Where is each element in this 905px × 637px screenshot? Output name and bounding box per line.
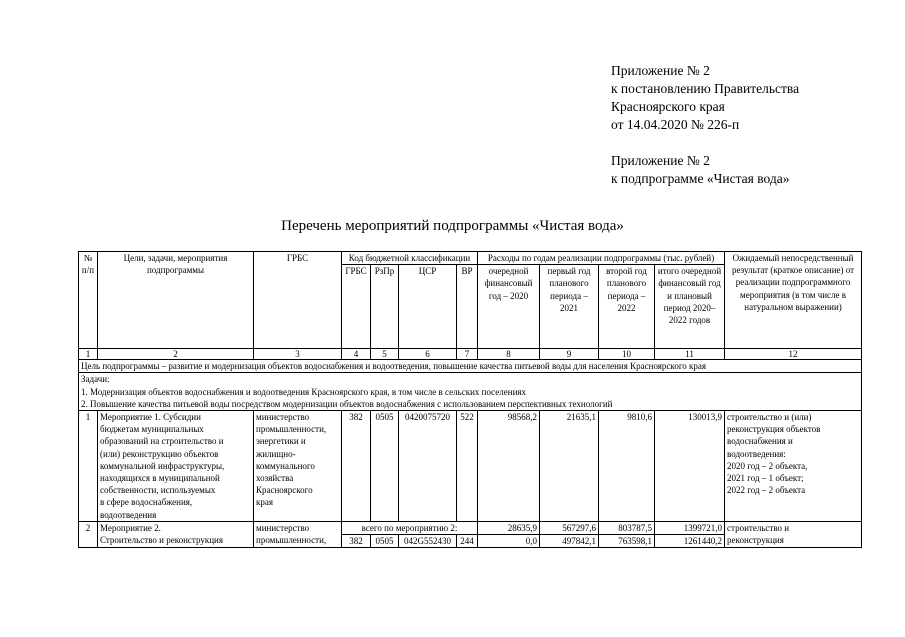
- tasks-row: [79, 373, 862, 411]
- measure-total-label: всего по мероприятию 2:: [342, 521, 478, 534]
- measure-name-line: собственности, используемых: [100, 485, 216, 496]
- result-line: строительство и (или): [727, 412, 812, 423]
- code-csr: 042G552430: [399, 535, 457, 548]
- result-line: 2021 год – 1 объект;: [727, 473, 804, 484]
- goal-text: Цель подпрограммы – развитие и модернизация объектов водоснабжения и водоотведения, повышение качества питьевой воды для населения Красноярского края: [79, 360, 862, 373]
- grbs-line: коммунального: [256, 460, 315, 471]
- subheader-rzpr: РзПр: [371, 265, 399, 349]
- code-vr: 244: [457, 535, 478, 548]
- total-2021: 567297,6: [540, 521, 599, 534]
- expense-2022: 9810,6: [599, 411, 655, 522]
- grbs-line: промышленности,: [256, 424, 327, 435]
- code-vr: 522: [457, 411, 478, 522]
- total-2022: 803787,5: [599, 521, 655, 534]
- document-title: Перечень мероприятий подпрограммы «Чистая вода»: [281, 218, 624, 234]
- column-number: 4: [342, 349, 371, 360]
- measure-result: [725, 521, 862, 547]
- goal-row: [79, 360, 862, 373]
- measure-grbs: [254, 521, 342, 547]
- header-budget-code: Код бюджетной классификации: [342, 252, 478, 265]
- expense-2020: 0,0: [478, 535, 540, 548]
- column-number: 8: [478, 349, 540, 360]
- header-goals: Цели, задачи, мероприятия подпрограммы: [98, 252, 254, 349]
- subheader-total: итого очередной финансовый год и плановый период 2020–2022 годов: [655, 265, 725, 349]
- column-number: 12: [725, 349, 862, 360]
- subheader-2022: второй год планового периода – 2022: [599, 265, 655, 349]
- column-number: 6: [399, 349, 457, 360]
- subheader-2020: очередной финансовый год – 2020: [478, 265, 540, 349]
- measure-name-line: Мероприятие 2.: [100, 522, 161, 533]
- subheader-grbs: ГРБС: [342, 265, 371, 349]
- task-line: 2. Повышение качества питьевой воды посредством модернизации объектов водоснабжения с использованием перспективных технологий: [81, 398, 613, 409]
- expense-2021: 21635,1: [540, 411, 599, 522]
- expense-2020: 98568,2: [478, 411, 540, 522]
- column-number: 9: [540, 349, 599, 360]
- measure-result: [725, 411, 862, 522]
- result-line: 2022 год – 2 объекта: [727, 485, 806, 496]
- measure-name: [98, 411, 254, 522]
- grbs-line: Красноярского: [256, 485, 313, 496]
- row-num: 1: [79, 411, 98, 522]
- total-2020: 28635,9: [478, 521, 540, 534]
- table-row-measure-1: [79, 411, 862, 522]
- column-numbers-row: [79, 349, 862, 360]
- code-csr: 0420075720: [399, 411, 457, 522]
- tasks-cell: [79, 373, 862, 411]
- measure-name-line: бюджетам муниципальных: [100, 424, 204, 435]
- expense-2021: 497842,1: [540, 535, 599, 548]
- table-row-measure-2-total: [79, 521, 862, 534]
- task-line: 1. Модернизация объектов водоснабжения и водоотведения Красноярского края, в том числе в сельских поселениях: [81, 386, 527, 397]
- result-line: 2020 год – 2 объекта,: [727, 460, 808, 471]
- column-number: 3: [254, 349, 342, 360]
- column-number: 1: [79, 349, 98, 360]
- annex-line: к подпрограмме «Чистая вода»: [611, 171, 790, 186]
- header-num: № п/п: [79, 252, 98, 349]
- measure-grbs: [254, 411, 342, 522]
- result-line: реконструкция: [727, 535, 784, 546]
- grbs-line: министерство: [256, 412, 310, 423]
- code-rzpr: 0505: [371, 411, 399, 522]
- row-num: 2: [79, 521, 98, 547]
- header-expenses: Расходы по годам реализации подпрограммы (тыс. рублей): [478, 252, 725, 265]
- grbs-line: края: [256, 497, 274, 508]
- total-all: 1399721,0: [655, 521, 725, 534]
- measures-table: [78, 251, 862, 548]
- annex-line: Приложение № 2: [611, 153, 710, 168]
- code-grbs: 382: [342, 535, 371, 548]
- column-number: 7: [457, 349, 478, 360]
- expense-total: 130013,9: [655, 411, 725, 522]
- column-number: 11: [655, 349, 725, 360]
- result-line: водоотведения:: [727, 448, 786, 459]
- annex-line: от 14.04.2020 № 226-п: [611, 117, 740, 132]
- result-line: реконструкция объектов: [727, 424, 821, 435]
- measure-name-line: Строительство и реконструкция: [100, 535, 223, 546]
- code-rzpr: 0505: [371, 535, 399, 548]
- measure-name-line: образований на строительство и: [100, 436, 224, 447]
- grbs-line: министерство: [256, 522, 310, 533]
- header-grbs: ГРБС: [254, 252, 342, 349]
- code-grbs: 382: [342, 411, 371, 522]
- header-row: [79, 252, 862, 265]
- grbs-line: жилищно-: [256, 448, 296, 459]
- annex-line: к постановлению Правительства: [611, 81, 800, 96]
- result-line: водоснабжения и: [727, 436, 793, 447]
- measure-name-line: водоотведения: [100, 509, 157, 520]
- result-line: строительство и: [727, 522, 790, 533]
- annex-gap: [611, 134, 799, 152]
- subheader-csr: ЦСР: [399, 265, 457, 349]
- grbs-line: хозяйства: [256, 473, 294, 484]
- annex-line: Приложение № 2: [611, 63, 710, 78]
- expense-2022: 763598,1: [599, 535, 655, 548]
- grbs-line: промышленности,: [256, 535, 327, 546]
- grbs-line: энергетики и: [256, 436, 306, 447]
- expense-total: 1261440,2: [655, 535, 725, 548]
- measure-name-line: коммунальной инфраструктуры,: [100, 460, 225, 471]
- subheader-2021: первый год планового периода – 2021: [540, 265, 599, 349]
- column-number: 2: [98, 349, 254, 360]
- measure-name-line: Мероприятие 1. Субсидии: [100, 412, 201, 423]
- measure-name: [98, 521, 254, 547]
- subheader-vr: ВР: [457, 265, 478, 349]
- measure-name-line: (или) реконструкцию объектов: [100, 448, 219, 459]
- column-number: 5: [371, 349, 399, 360]
- column-number: 10: [599, 349, 655, 360]
- measure-name-line: находящихся в муниципальной: [100, 473, 220, 484]
- annex-header: [611, 62, 799, 188]
- header-result: Ожидаемый непосредственный результат (краткое описание) от реализации подпрограммного мероприятия (в том числе в натуральном выражении): [725, 252, 862, 349]
- annex-line: Красноярского края: [611, 99, 725, 114]
- measure-name-line: в сфере водоснабжения,: [100, 497, 193, 508]
- task-line: Задачи:: [81, 374, 110, 385]
